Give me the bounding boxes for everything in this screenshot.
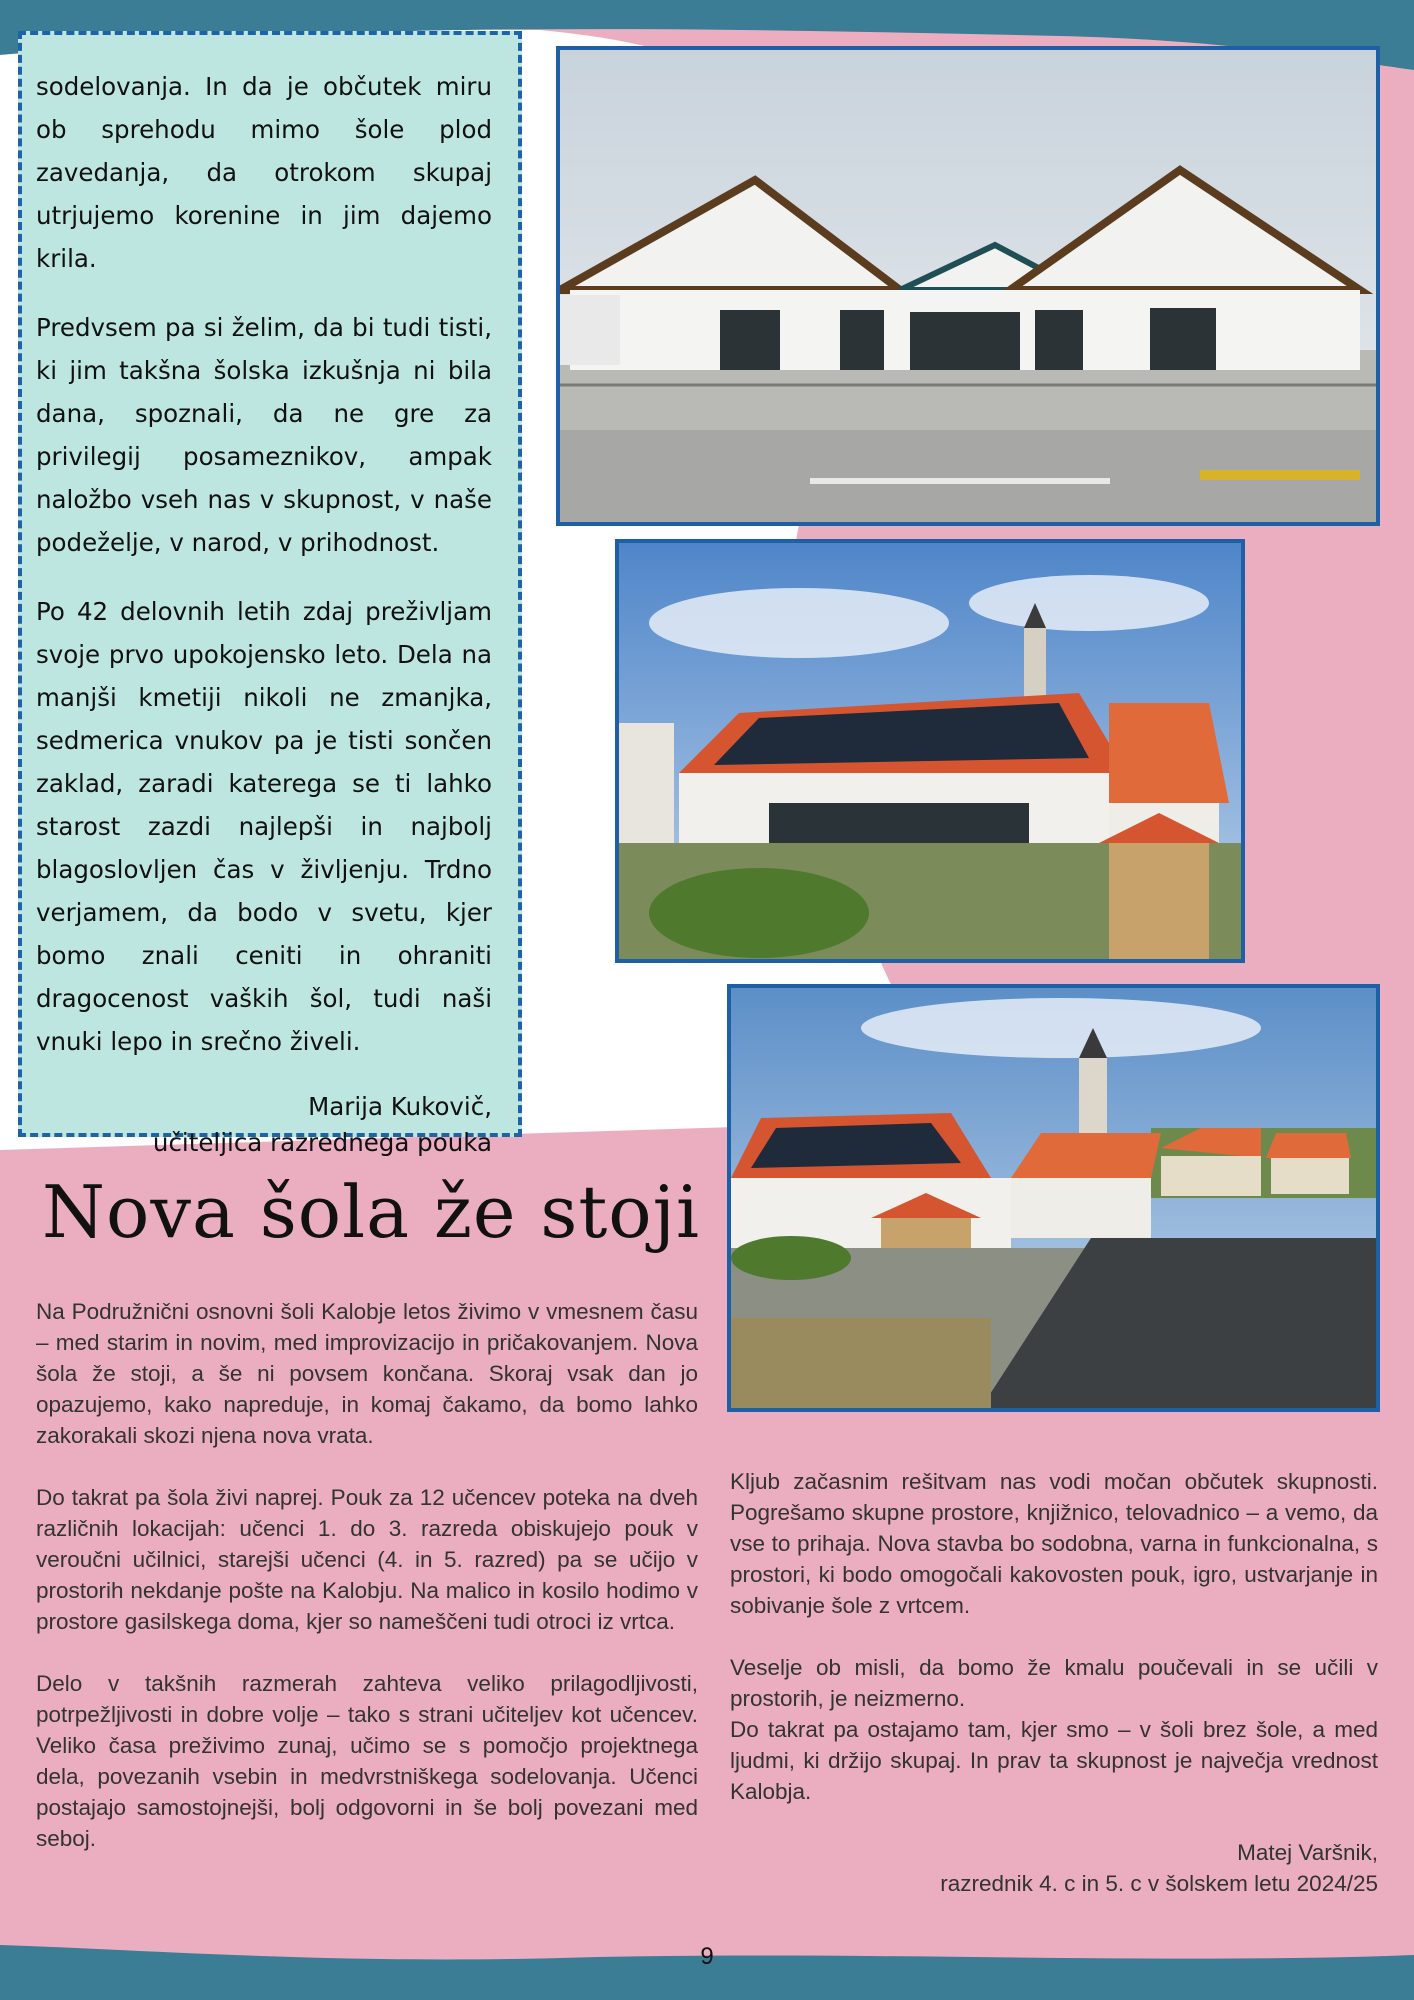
article-right-paragraph-2: Veselje ob misli, da bomo že kmalu poučevali in se učili v prostorih, je neizmerno. (730, 1655, 1378, 1711)
article-signature-name: Matej Varšnik, (1237, 1840, 1378, 1865)
article-signature-role: razrednik 4. c in 5. c v šolskem letu 2024/25 (940, 1871, 1378, 1896)
page-number: 9 (700, 1943, 714, 1970)
article-right-paragraph-3: Do takrat pa ostajamo tam, kjer smo – v šoli brez šole, a med ljudmi, ki držijo skupaj. In prav ta skupnost je največja vrednost Kalobja. (730, 1717, 1378, 1804)
school-side-photo (615, 539, 1245, 963)
article-left-paragraph-3: Delo v takšnih razmerah zahteva veliko prilagodljivosti, potrpežljivosti in dobre volje – tako s strani učiteljev kot učencev. Veliko časa preživimo zunaj, učimo se s pomočjo projektnega dela, povezanih vsebin in medvrstniškega sodelovanja. Učenci postajajo samostojnejši, bolj odgovorni in še bolj povezani med seboj. (36, 1671, 698, 1851)
article-left-paragraph-1: Na Podružnični osnovni šoli Kalobje letos živimo v vmesnem času – med starim in novim, med improvizacijo in pričakovanjem. Nova šola že stoji, a še ni povsem končana. Skoraj vsak dan jo opazujemo, kako napreduje, in komaj čakamo, da bomo lahko zakorakali skozi njena nova vrata. (36, 1299, 698, 1448)
article-left-paragraph-2: Do takrat pa šola živi naprej. Pouk za 12 učencev poteka na dveh različnih lokacijah: učenci 1. do 3. razreda obiskujejo pouk v veroučni učilnici, starejši učenci (4. in 5. razred) pa se učijo v prostorih nekdanje pošte na Kalobju. Na malico in kosilo hodimo v prostore gasilskega doma, kjer so nameščeni tudi otroci iz vrtca. (36, 1485, 698, 1634)
quote-paragraph-3: Po 42 delovnih letih zdaj preživljam svoje prvo upokojensko leto. Dela na manjši kmetiji nikoli ne zmanjka, sedmerica vnukov pa je tisti sončen zaklad, zaradi katerega se ti lahko starost zazdi najlepši in najbolj blagoslovljen čas v življenju. Trdno verjamem, da bodo v svetu, kjer bomo znali ceniti in ohraniti dragocenost vaških šol, tudi naši vnuki lepo in srečno živeli. (36, 597, 492, 1056)
school-front-photo (556, 46, 1380, 526)
quote-signature (36, 1089, 492, 1161)
quote-signature-name: Marija Kukovič, (308, 1092, 492, 1121)
quote-paragraph-2: Predvsem pa si želim, da bi tudi tisti, ki jim takšna šolska izkušnja ni bila dana, spoznali, da ne gre za privilegij posameznikov, ampak naložbo vseh nas v skupnost, v naše podeželje, v narod, v prihodnost. (36, 313, 492, 557)
quote-signature-role: učiteljica razrednega pouka (152, 1128, 492, 1157)
article-signature (730, 1837, 1378, 1899)
article-right-paragraph-1: Kljub začasnim rešitvam nas vodi močan občutek skupnosti. Pogrešamo skupne prostore, knjižnico, telovadnico – a vemo, da vse to prihaja. Nova stavba bo sodobna, varna in funkcionalna, s prostori, ki bodo omogočali kakovosten pouk, igro, ustvarjanje in sobivanje šole z vrtcem. (730, 1469, 1378, 1618)
school-aerial-photo (727, 984, 1380, 1412)
article-left-column (36, 1296, 698, 1854)
article-title: Nova šola že stoji (42, 1170, 700, 1254)
quote-paragraph-1: sodelovanja. In da je občutek miru ob sprehodu mimo šole plod zavedanja, da otrokom skupaj utrjujemo korenine in jim dajemo krila. (36, 72, 492, 273)
quote-box (18, 31, 522, 1157)
article-right-column (730, 1466, 1378, 1899)
